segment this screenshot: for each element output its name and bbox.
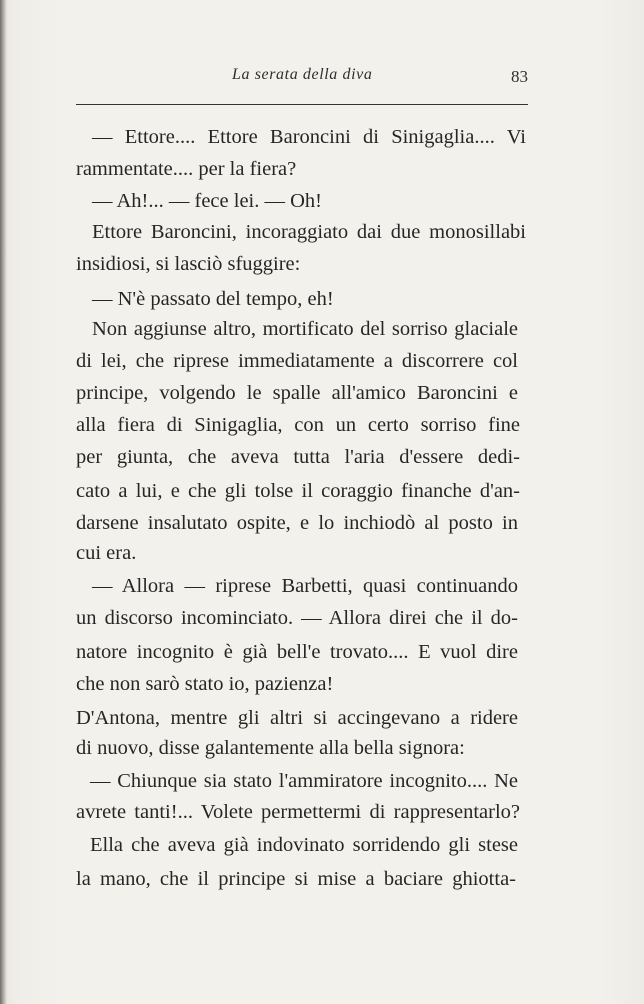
text-line: — N'è passato del tempo, eh! (92, 288, 334, 310)
text-line: per giunta, che aveva tutta l'aria d'essere dedi- (76, 446, 520, 468)
text-line: di nuovo, disse galantemente alla bella signora: (76, 737, 465, 759)
text-line: cui era. (76, 542, 137, 564)
text-line: avrete tanti!... Volete permettermi di rappresentarlo? (76, 801, 520, 823)
page-number: 83 (511, 67, 528, 86)
text-line: la mano, che il principe si mise a baciare ghiotta- (76, 868, 516, 890)
page-binding-edge (0, 0, 7, 1004)
running-title: La serata della diva (232, 66, 373, 83)
text-line: principe, volgendo le spalle all'amico Baroncini e (76, 382, 518, 404)
text-line: Ettore Baroncini, incoraggiato dai due monosillabi (92, 221, 526, 243)
text-line: — Ah!... — fece lei. — Oh! (92, 190, 322, 212)
text-line: Non aggiunse altro, mortificato del sorriso glaciale (92, 318, 518, 340)
page-header (76, 62, 528, 92)
text-line: — Allora — riprese Barbetti, quasi continuando (92, 575, 518, 597)
text-line: che non sarò stato io, pazienza! (76, 673, 334, 695)
header-rule (76, 104, 528, 105)
text-line: darsene insalutato ospite, e lo inchiodò al posto in (76, 512, 518, 534)
text-line: — Ettore.... Ettore Baroncini di Sinigaglia.... Vi (92, 126, 526, 148)
text-line: Ella che aveva già indovinato sorridendo gli stese (90, 834, 518, 856)
text-line: D'Antona, mentre gli altri si accingevano a ridere (76, 707, 518, 729)
text-line: cato a lui, e che gli tolse il coraggio finanche d'an- (76, 480, 520, 502)
text-line: — Chiunque sia stato l'ammiratore incognito.... Ne (90, 770, 518, 792)
text-line: insidiosi, si lasciò sfuggire: (76, 253, 301, 275)
text-line: rammentate.... per la fiera? (76, 158, 297, 180)
text-line: di lei, che riprese immediatamente a discorrere col (76, 350, 518, 372)
text-line: alla fiera di Sinigaglia, con un certo sorriso fine (76, 414, 520, 436)
text-line: un discorso incominciato. — Allora direi che il do- (76, 607, 518, 629)
text-line: natore incognito è già bell'e trovato.... E vuol dire (76, 641, 518, 663)
